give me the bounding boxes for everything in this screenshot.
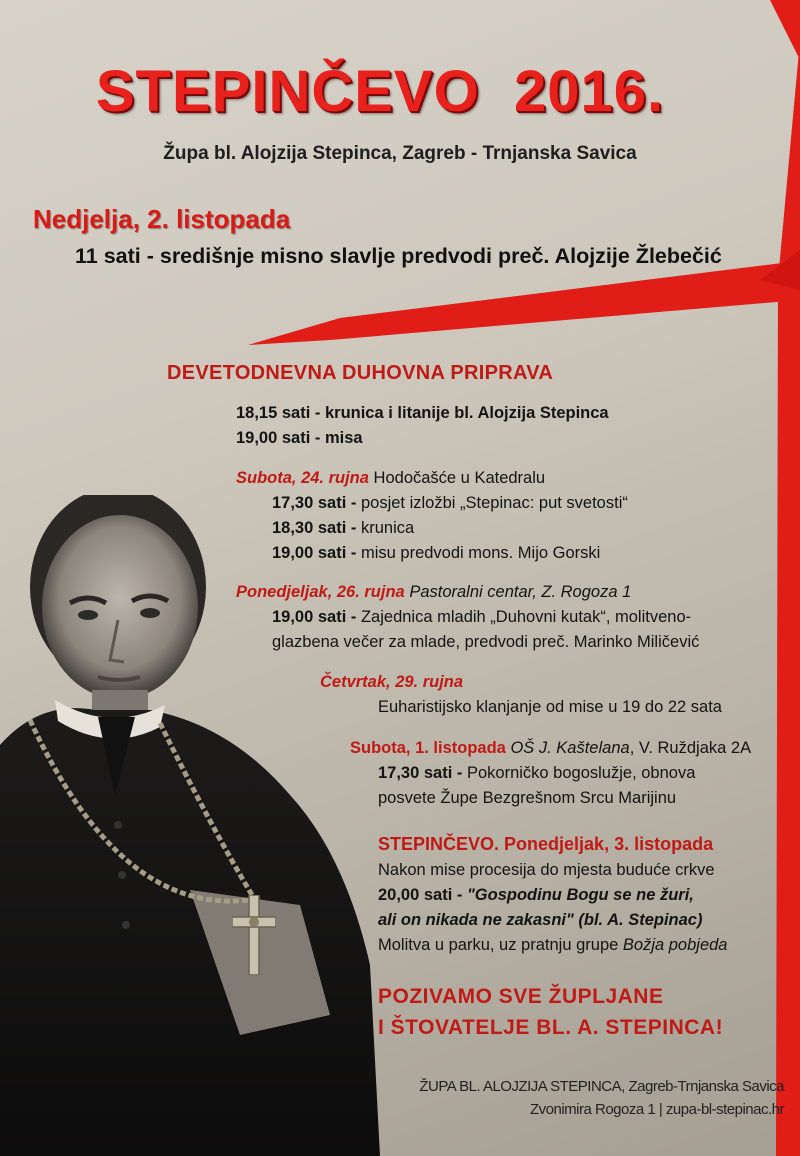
saturday24-item-1 xyxy=(272,494,628,513)
feast-line-2 xyxy=(378,886,694,905)
item-text: misu predvodi mons. Mijo Gorski xyxy=(356,544,601,562)
item-time: 19,00 sati - xyxy=(272,608,357,626)
saturday1-place2: , V. Ruždjaka 2A xyxy=(629,739,752,757)
feast-quote-1: "Gospodinu Bogu se ne žuri, xyxy=(462,886,694,904)
saturday24-item-2 xyxy=(272,519,414,538)
saturday1-place: OŠ J. Kaštelana xyxy=(505,739,630,757)
saturday1-line-1 xyxy=(378,764,695,783)
parish-subtitle: Župa bl. Alojzija Stepinca, Zagreb - Trnjanska Savica xyxy=(163,143,637,164)
feast-line-4 xyxy=(378,936,727,955)
feast-line-4b: Božja pobjeda xyxy=(622,936,728,954)
footer-line-1: ŽUPA BL. ALOJZIJA STEPINCA, Zagreb-Trnjanska Savica xyxy=(419,1078,784,1095)
sunday-event: 11 sati - središnje misno slavlje predvodi preč. Alojzije Žlebečić xyxy=(75,244,722,268)
cross-pendant-icon xyxy=(232,895,276,975)
item-time: 17,30 sati - xyxy=(272,494,357,512)
monday26-line-2: glazbena večer za mlade, predvodi preč. Marinko Miličević xyxy=(272,633,700,651)
saturday24-header xyxy=(236,469,545,488)
invite-line-2: I ŠTOVATELJE BL. A. STEPINCA! xyxy=(378,1016,724,1039)
sunday-date: Nedjelja, 2. listopada xyxy=(33,204,291,234)
saturday24-date: Subota, 24. rujna xyxy=(236,469,369,487)
poster-title: STEPINČEVO 2016. xyxy=(95,59,665,124)
item-time: 19,00 sati - xyxy=(272,544,357,562)
feast-line-4a: Molitva u parku, uz pratnju grupe xyxy=(378,936,623,954)
novena-daily-1: 18,15 sati - krunica i litanije bl. Alojzija Stepinca xyxy=(236,404,609,422)
item-text: Zajednica mladih „Duhovni kutak“, molitveno- xyxy=(356,608,692,626)
thursday29-date: Četvrtak, 29. rujna xyxy=(320,673,464,691)
feast-quote-2: ali on nikada ne zakasni" (bl. A. Stepinac) xyxy=(378,911,703,929)
item-text: Pokorničko bogoslužje, obnova xyxy=(462,764,696,782)
invite-line-1: POZIVAMO SVE ŽUPLJANE xyxy=(378,985,664,1008)
monday26-line-1 xyxy=(272,608,691,627)
saturday24-item-3 xyxy=(272,544,600,563)
saturday1-header xyxy=(350,739,751,758)
feast-heading: STEPINČEVO. Ponedjeljak, 3. listopada xyxy=(378,834,714,854)
saturday24-place: Hodočašće u Katedralu xyxy=(373,469,546,487)
saturday1-date: Subota, 1. listopada xyxy=(350,739,506,757)
saturday1-line-2: posvete Župe Bezgrešnom Srcu Marijinu xyxy=(378,789,677,807)
monday26-place: Pastoralni centar, Z. Rogoza 1 xyxy=(404,583,632,601)
item-text: posjet izložbi „Stepinac: put svetosti“ xyxy=(356,494,628,512)
item-time: 18,30 sati - xyxy=(272,519,357,537)
thursday29-text: Euharistijsko klanjanje od mise u 19 do 22 sata xyxy=(378,698,722,716)
monday26-header xyxy=(236,583,631,602)
monday26-date: Ponedjeljak, 26. rujna xyxy=(236,583,405,601)
footer-line-2: Zvonimira Rogoza 1 | zupa-bl-stepinac.hr xyxy=(529,1101,784,1118)
item-time: 17,30 sati - xyxy=(378,764,463,782)
feast-line-1: Nakon mise procesija do mjesta buduće crkve xyxy=(378,861,715,879)
item-time: 20,00 sati - xyxy=(378,886,463,904)
item-text: krunica xyxy=(356,519,415,537)
novena-daily-2: 19,00 sati - misa xyxy=(236,429,363,447)
novena-heading: DEVETODNEVNA DUHOVNA PRIPRAVA xyxy=(167,362,554,384)
